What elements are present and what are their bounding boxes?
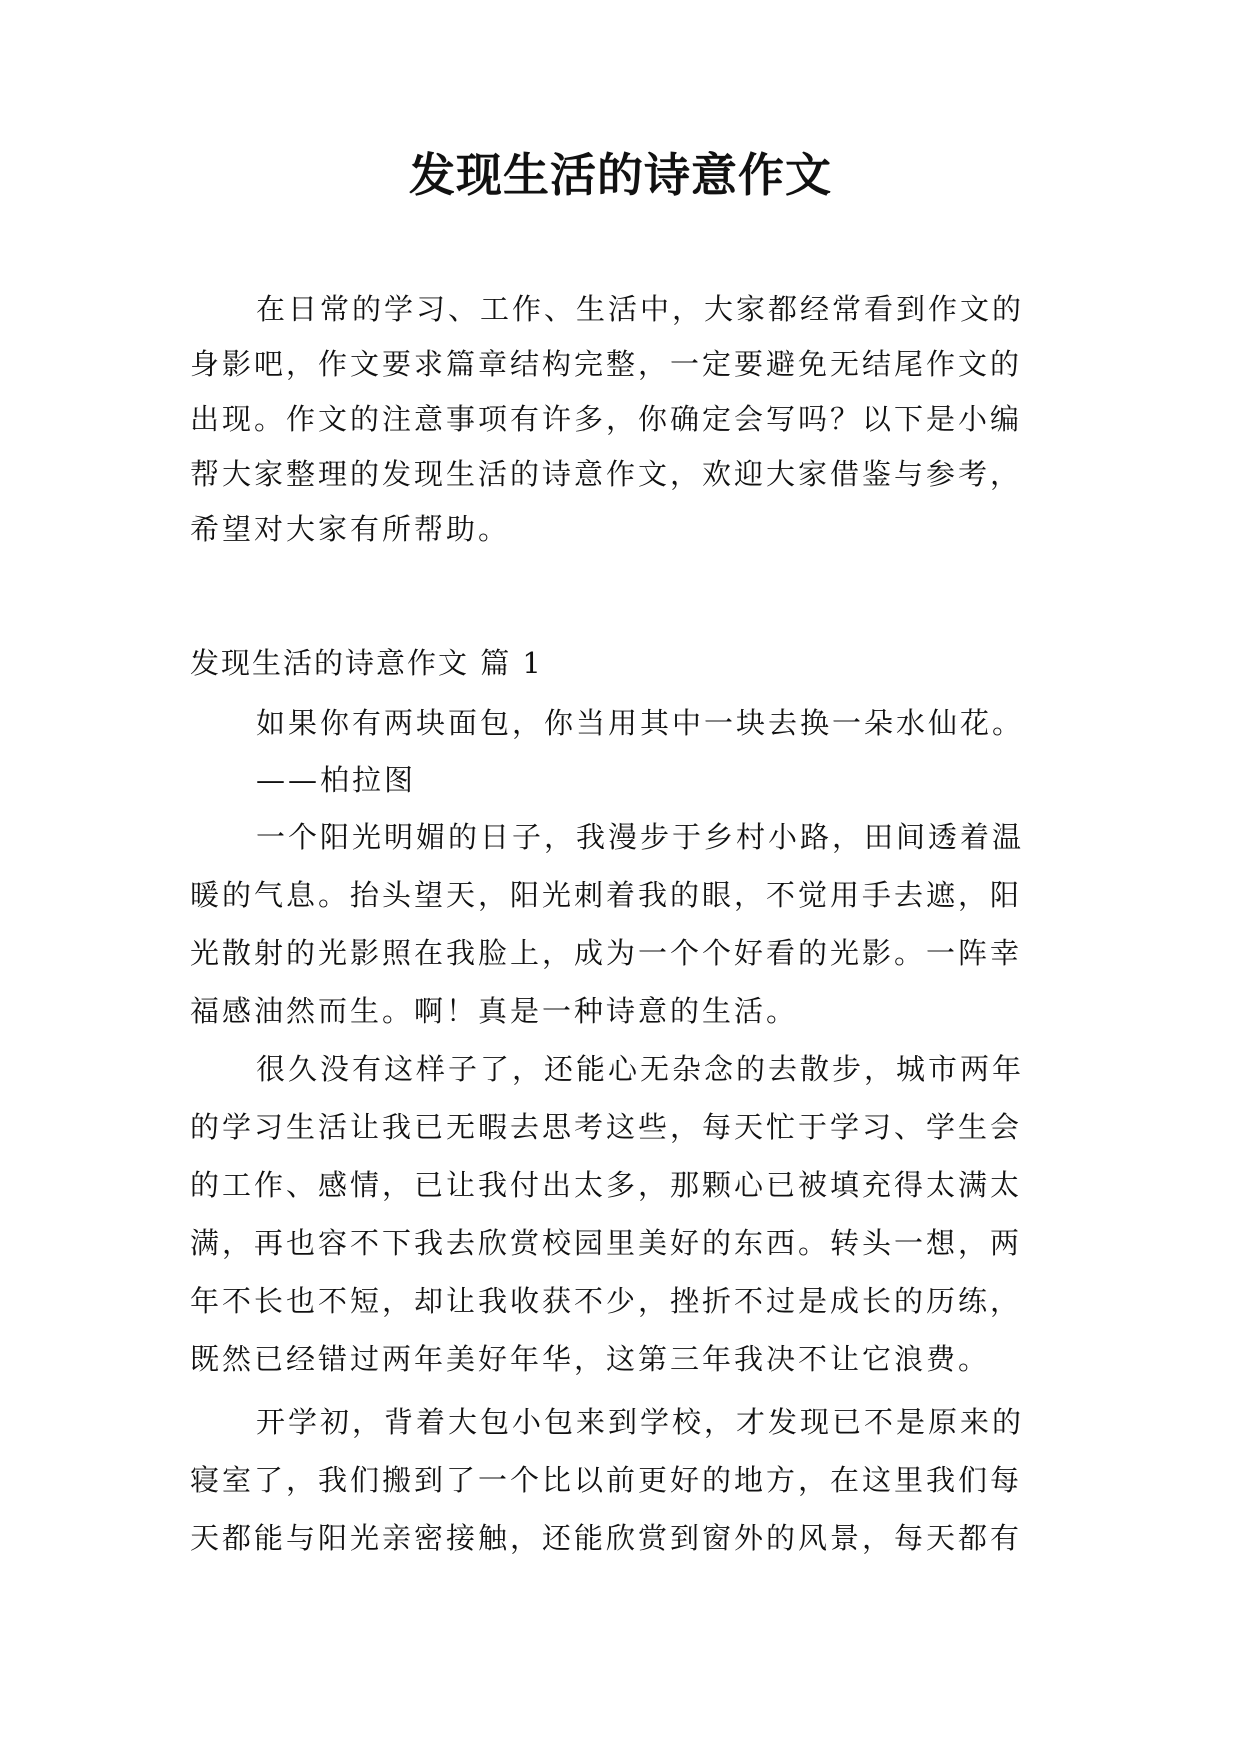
paragraph-line: 既然已经错过两年美好年华，这第三年我决不让它浪费。 xyxy=(190,1342,991,1376)
paragraph-line: 一个阳光明媚的日子，我漫步于乡村小路，田间透着温 xyxy=(256,820,1025,854)
document-title: 发现生活的诗意作文 xyxy=(409,148,832,202)
intro-line: 帮大家整理的发现生活的诗意作文，欢迎大家借鉴与参考， xyxy=(190,457,1023,491)
paragraph-line: 的工作、感情，已让我付出太多，那颗心已被填充得太满太 xyxy=(190,1168,1023,1202)
intro-line: 身影吧，作文要求篇章结构完整，一定要避免无结尾作文的 xyxy=(190,347,1023,381)
paragraph-line: 满，再也容不下我去欣赏校园里美好的东西。转头一想，两 xyxy=(190,1226,1023,1260)
paragraph-line: 福感油然而生。啊！真是一种诗意的生活。 xyxy=(190,994,799,1028)
paragraph-line: 光散射的光影照在我脸上，成为一个个好看的光影。一阵幸 xyxy=(190,936,1023,970)
section-heading: 发现生活的诗意作文 篇 1 xyxy=(190,646,543,680)
paragraph-line: 年不长也不短，却让我收获不少，挫折不过是成长的历练， xyxy=(190,1284,1023,1318)
paragraph-line: 天都能与阳光亲密接触，还能欣赏到窗外的风景，每天都有 xyxy=(190,1521,1023,1555)
paragraph-line: 很久没有这样子了，还能心无杂念的去散步，城市两年 xyxy=(256,1052,1025,1086)
paragraph-line: 开学初，背着大包小包来到学校，才发现已不是原来的 xyxy=(256,1405,1025,1439)
intro-line: 在日常的学习、工作、生活中，大家都经常看到作文的 xyxy=(256,292,1025,326)
intro-line: 出现。作文的注意事项有许多，你确定会写吗？以下是小编 xyxy=(190,402,1023,436)
paragraph-line: 暖的气息。抬头望天，阳光刺着我的眼，不觉用手去遮，阳 xyxy=(190,878,1023,912)
paragraph-line: 的学习生活让我已无暇去思考这些，每天忙于学习、学生会 xyxy=(190,1110,1023,1144)
intro-line: 希望对大家有所帮助。 xyxy=(190,512,511,546)
quote-line: 如果你有两块面包，你当用其中一块去换一朵水仙花。 xyxy=(256,706,1025,740)
quote-attribution: ——柏拉图 xyxy=(256,763,417,797)
paragraph-line: 寝室了，我们搬到了一个比以前更好的地方，在这里我们每 xyxy=(190,1463,1023,1497)
